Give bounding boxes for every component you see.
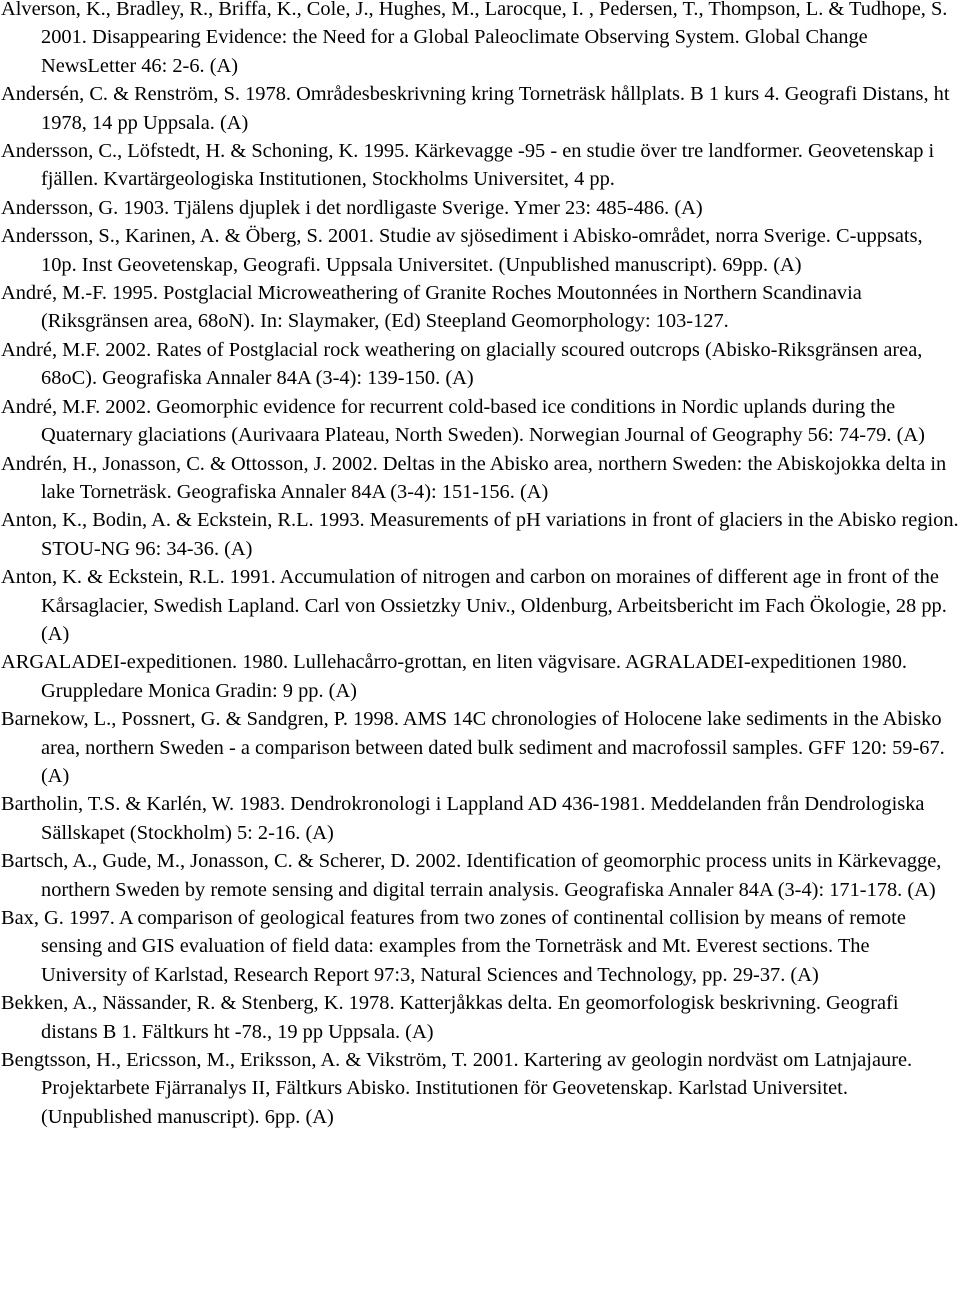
reference-entry: Andrén, H., Jonasson, C. & Ottosson, J. 2002. Deltas in the Abisko area, northern Sweden: the Abiskojokka delta in lake Torneträsk. Geografiska Annaler 84A (3-4): 151-156. (A) [1,452,947,503]
reference-entry: Andersson, G. 1903. Tjälens djuplek i det nordligaste Sverige. Ymer 23: 485-486. (A) [1,196,703,219]
reference-entry: Bax, G. 1997. A comparison of geological features from two zones of continental collision by means of remote sensing and GIS evaluation of field data: examples from the Torneträsk and Mt. Everest sections. The University of Karlstad, Research Report 97:3, Natural Sciences and Technology, pp. 29-37. (A) [1,907,906,986]
reference-entry: Anton, K., Bodin, A. & Eckstein, R.L. 1993. Measurements of pH variations in front of glaciers in the Abisko region. STOU-NG 96: 34-36. (A) [1,509,959,560]
reference-entry: Bartholin, T.S. & Karlén, W. 1983. Dendrokronologi i Lappland AD 436-1981. Meddelanden från Dendrologiska Sällskapet (Stockholm) 5: 2-16. (A) [1,793,925,844]
reference-list [1,0,960,1131]
reference-entry: Anton, K. & Eckstein, R.L. 1991. Accumulation of nitrogen and carbon on moraines of different age in front of the Kårsaglacier, Swedish Lapland. Carl von Ossietzky Univ., Oldenburg, Arbeitsbericht im Fach Ökologie, 28 pp. (A) [1,566,947,645]
reference-entry: Andersson, C., Löfstedt, H. & Schoning, K. 1995. Kärkevagge -95 - en studie över tre landformer. Geovetenskap i fjällen. Kvartärgeologiska Institutionen, Stockholms Universitet, 4 pp. [1,140,935,191]
reference-entry: Alverson, K., Bradley, R., Briffa, K., Cole, J., Hughes, M., Larocque, I. , Pedersen, T., Thompson, L. & Tudhope, S. 2001. Disappearing Evidence: the Need for a Global Paleoclimate Observing System. Global Change NewsLetter 46: 2-6. (A) [1,0,948,77]
reference-entry: Bartsch, A., Gude, M., Jonasson, C. & Scherer, D. 2002. Identification of geomorphic process units in Kärkevagge, northern Sweden by remote sensing and digital terrain analysis. Geografiska Annaler 84A (3-4): 171-178. (A) [1,850,942,901]
reference-entry: Andersson, S., Karinen, A. & Öberg, S. 2001. Studie av sjösediment i Abisko-området, norra Sverige. C-uppsats, 10p. Inst Geovetenskap, Geografi. Uppsala Universitet. (Unpublished manuscript). 69pp. (A) [1,225,923,276]
reference-entry: Andersén, C. & Renström, S. 1978. Områdesbeskrivning kring Torneträsk hållplats. B 1 kurs 4. Geografi Distans, ht 1978, 14 pp Uppsala. (A) [1,83,950,134]
reference-entry: Barnekow, L., Possnert, G. & Sandgren, P. 1998. AMS 14C chronologies of Holocene lake sediments in the Abisko area, northern Sweden - a comparison between dated bulk sediment and macrofossil samples. GFF 120: 59-67. (A) [1,708,945,787]
reference-entry: Bengtsson, H., Ericsson, M., Eriksson, A. & Vikström, T. 2001. Kartering av geologin nordväst om Latnjajaure. Projektarbete Fjärranalys II, Fältkurs Abisko. Institutionen för Geovetenskap. Karlstad Universitet. (Unpublished manuscript). 6pp. (A) [1,1049,913,1128]
reference-entry: Bekken, A., Nässander, R. & Stenberg, K. 1978. Katterjåkkas delta. En geomorfologisk beskrivning. Geografi distans B 1. Fältkurs ht -78., 19 pp Uppsala. (A) [1,992,899,1043]
reference-entry: ARGALADEI-expeditionen. 1980. Lullehacårro-grottan, en liten vägvisare. AGRALADEI-expeditionen 1980. Gruppledare Monica Gradin: 9 pp. (A) [1,651,907,702]
reference-entry: André, M.-F. 1995. Postglacial Microweathering of Granite Roches Moutonnées in Northern Scandinavia (Riksgränsen area, 68oN). In: Slaymaker, (Ed) Steepland Geomorphology: 103-127. [1,282,862,333]
reference-entry: André, M.F. 2002. Geomorphic evidence for recurrent cold-based ice conditions in Nordic uplands during the Quaternary glaciations (Aurivaara Plateau, North Sweden). Norwegian Journal of Geography 56: 74-79. (A) [1,395,925,447]
reference-entry: André, M.F. 2002. Rates of Postglacial rock weathering on glacially scoured outcrops (Abisko-Riksgränsen area, 68oC). Geografiska Annaler 84A (3-4): 139-150. (A) [1,338,923,390]
